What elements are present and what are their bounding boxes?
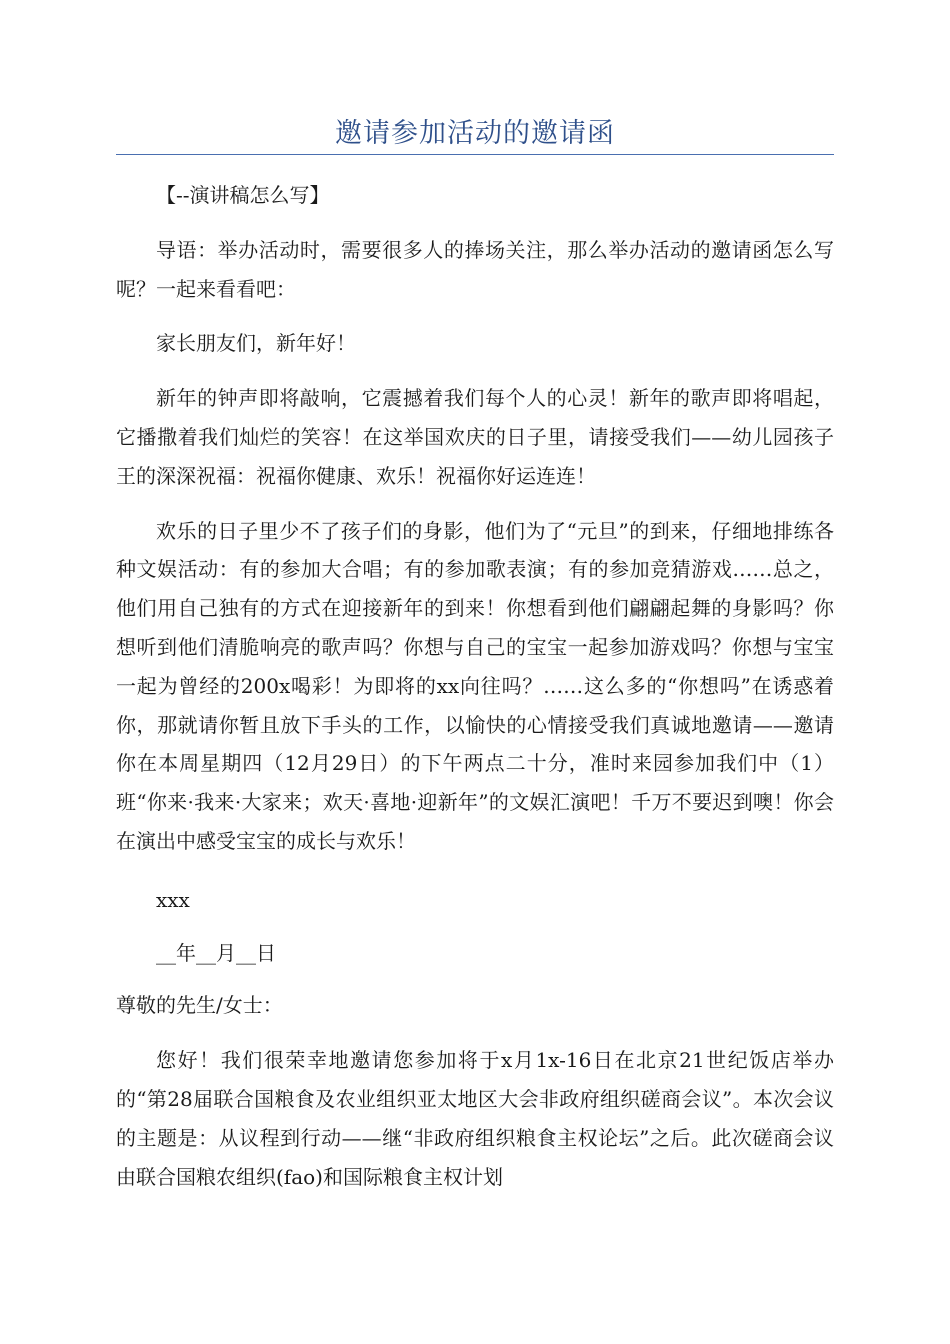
paragraph-subtitle: 【--演讲稿怎么写】 (156, 183, 330, 207)
paragraph-intro: 导语：举办活动时，需要很多人的捧场关注，那么举办活动的邀请函怎么写呢？一起来看看吧： (116, 237, 834, 301)
paragraph-salutation: 尊敬的先生/女士： (116, 993, 283, 1018)
paragraph-invitation: 欢乐的日子里少不了孩子们的身影，他们为了“元旦”的到来，仔细地排练各种文娱活动：有的参加大合唱；有的参加歌表演；有的参加竞猜游戏……总之，他们用自己独有的方式在迎接新年的到来！你想看到他们翩翩起舞的身影吗？你想听到他们清脆响亮的歌声吗？你想与自己的宝宝一起参加游戏吗？你想与宝宝一起为曾经的200x喝彩！为即将的xx向往吗？……这么多的“你想吗”在诱惑着你，那就请你暂且放下手头的工作，以愉快的心情接受我们真诚地邀请——邀请你在本周星期四（12月29日）的下午两点二十分，准时来园参加我们中（1）班“你来·我来·大家来；欢天·喜地·迎新年”的文娱汇演吧！千万不要迟到噢！你会在演出中感受宝宝的成长与欢乐！ (116, 518, 834, 853)
paragraph-new-year: 新年的钟声即将敲响，它震撼着我们每个人的心灵！新年的歌声即将唱起，它播撒着我们灿烂的笑容！在这举国欢庆的日子里，请接受我们——幼儿园孩子王的深深祝福：祝福你健康、欢乐！祝福你好运连连！ (116, 386, 834, 488)
paragraph-conference: 您好！我们很荣幸地邀请您参加将于x月1x-16日在北京21世纪饭店举办的“第28届联合国粮食及农业组织亚太地区大会非政府组织磋商会议”。本次会议的主题是：从议程到行动——继“非政府组织粮食主权论坛”之后。此次磋商会议由联合国粮农组织(fao)和国际粮食主权计划 (116, 1048, 834, 1189)
paragraph-signature: xxx (156, 887, 190, 912)
document-body (116, 176, 834, 1196)
paragraph-date: __年__月__日 (156, 940, 276, 965)
document-title: 邀请参加活动的邀请函 (335, 118, 615, 149)
title-divider (116, 154, 834, 155)
paragraph-greeting: 家长朋友们，新年好！ (156, 331, 356, 356)
